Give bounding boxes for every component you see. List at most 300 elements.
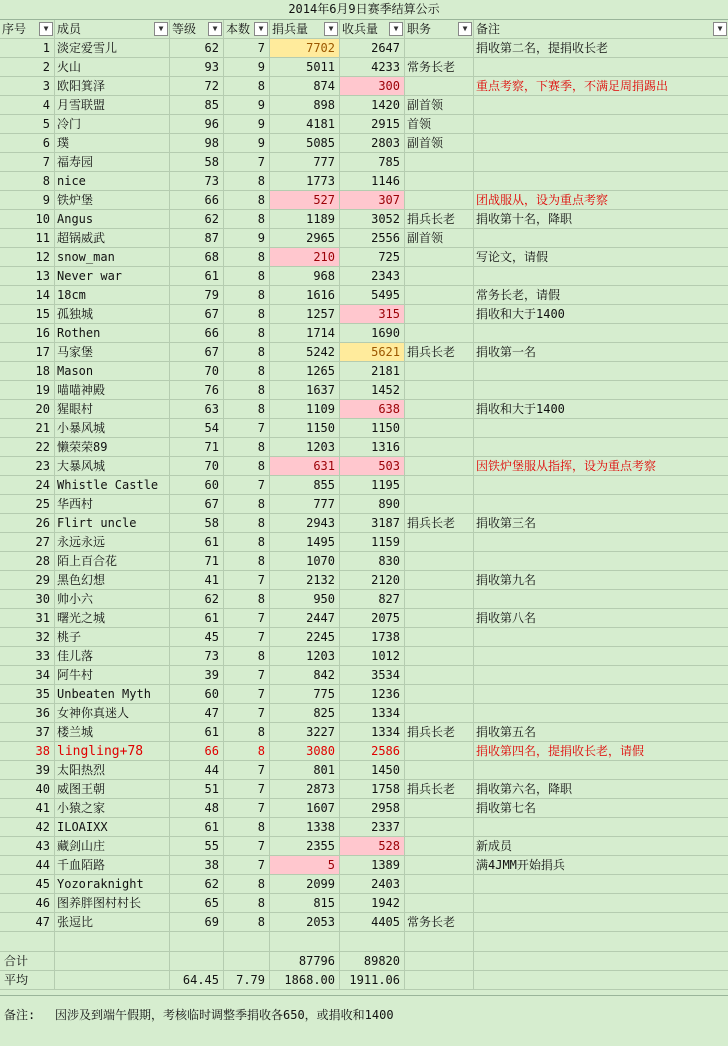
cell-seq[interactable]: 38 <box>0 742 55 760</box>
cell-receive[interactable]: 2915 <box>340 115 405 133</box>
cell-note[interactable] <box>474 913 728 931</box>
cell-level[interactable]: 68 <box>170 248 224 266</box>
cell-receive[interactable]: 1146 <box>340 172 405 190</box>
cell-level[interactable]: 79 <box>170 286 224 304</box>
cell-level[interactable]: 72 <box>170 77 224 95</box>
cell-role[interactable] <box>405 381 474 399</box>
filter-dropdown-icon[interactable]: ▼ <box>254 22 268 36</box>
cell-donate[interactable]: 825 <box>270 704 340 722</box>
cell-name[interactable]: 太阳热烈 <box>55 761 170 779</box>
cell-note[interactable] <box>474 685 728 703</box>
cell-name[interactable]: 月雪联盟 <box>55 96 170 114</box>
cell-donate[interactable]: 2132 <box>270 571 340 589</box>
cell-role[interactable] <box>405 77 474 95</box>
cell-name[interactable]: 永远永远 <box>55 533 170 551</box>
cell-receive[interactable]: 830 <box>340 552 405 570</box>
cell-copies[interactable]: 8 <box>224 723 270 741</box>
cell-name[interactable]: 小暴风城 <box>55 419 170 437</box>
cell-seq[interactable]: 43 <box>0 837 55 855</box>
cell-level[interactable]: 62 <box>170 590 224 608</box>
cell-name[interactable]: Flirt uncle <box>55 514 170 532</box>
cell-note[interactable]: 常务长老，请假 <box>476 288 561 302</box>
avg-donate[interactable]: 1868.00 <box>270 971 340 989</box>
cell-level[interactable]: 85 <box>170 96 224 114</box>
cell-role[interactable]: 捐兵长老 <box>405 514 474 532</box>
cell-seq[interactable]: 19 <box>0 381 55 399</box>
cell-receive[interactable]: 1758 <box>340 780 405 798</box>
cell-name[interactable]: 图养胖图村村长 <box>55 894 170 912</box>
cell-donate[interactable]: 1714 <box>270 324 340 342</box>
cell-level[interactable]: 73 <box>170 647 224 665</box>
cell-name[interactable]: 淡定爱雪儿 <box>55 39 170 57</box>
cell-donate[interactable]: 1070 <box>270 552 340 570</box>
cell-copies[interactable]: 7 <box>224 799 270 817</box>
cell-receive[interactable]: 3052 <box>340 210 405 228</box>
cell-role[interactable] <box>405 305 474 323</box>
cell-receive[interactable]: 1012 <box>340 647 405 665</box>
cell-level[interactable]: 61 <box>170 533 224 551</box>
cell-donate[interactable]: 2943 <box>270 514 340 532</box>
cell-receive[interactable]: 890 <box>340 495 405 513</box>
cell-level[interactable]: 66 <box>170 742 224 760</box>
cell-seq[interactable]: 12 <box>0 248 55 266</box>
cell-level[interactable]: 98 <box>170 134 224 152</box>
cell-role[interactable] <box>405 609 474 627</box>
cell-copies[interactable]: 7 <box>224 609 270 627</box>
cell-level[interactable]: 71 <box>170 438 224 456</box>
cell-name[interactable]: 佳儿落 <box>55 647 170 665</box>
cell-role[interactable] <box>405 533 474 551</box>
cell-seq[interactable]: 13 <box>0 267 55 285</box>
cell-name[interactable]: 千血陌路 <box>55 856 170 874</box>
cell-level[interactable]: 67 <box>170 305 224 323</box>
cell-receive[interactable]: 2803 <box>340 134 405 152</box>
cell-receive[interactable]: 1159 <box>340 533 405 551</box>
filter-dropdown-icon[interactable]: ▼ <box>154 22 168 36</box>
cell-note[interactable] <box>474 704 728 722</box>
cell-role[interactable] <box>405 286 474 304</box>
cell-name[interactable]: lingling+78 <box>55 742 170 760</box>
cell-role[interactable] <box>405 172 474 190</box>
cell-copies[interactable]: 8 <box>224 818 270 836</box>
cell-seq[interactable]: 20 <box>0 400 55 418</box>
cell-role[interactable]: 捐兵长老 <box>405 210 474 228</box>
cell-role[interactable] <box>405 153 474 171</box>
cell-donate[interactable]: 3080 <box>270 742 340 760</box>
cell-note[interactable]: 满4JMM开始捐兵 <box>476 858 565 872</box>
cell-note[interactable] <box>474 115 728 133</box>
cell-role[interactable] <box>405 704 474 722</box>
cell-name[interactable]: 黑色幻想 <box>55 571 170 589</box>
cell-level[interactable]: 58 <box>170 153 224 171</box>
cell-name[interactable]: 女神你真迷人 <box>55 704 170 722</box>
cell-note[interactable]: 捐收第二名，提捐收长老 <box>476 41 609 55</box>
cell-seq[interactable]: 44 <box>0 856 55 874</box>
cell-copies[interactable]: 7 <box>224 837 270 855</box>
filter-dropdown-icon[interactable]: ▼ <box>324 22 338 36</box>
cell-donate[interactable]: 874 <box>270 77 340 95</box>
cell-name[interactable]: 欧阳箕泽 <box>55 77 170 95</box>
cell-donate[interactable]: 2099 <box>270 875 340 893</box>
cell-seq[interactable]: 8 <box>0 172 55 190</box>
cell-note[interactable] <box>474 438 728 456</box>
cell-receive[interactable]: 2958 <box>340 799 405 817</box>
cell-note[interactable] <box>474 324 728 342</box>
cell-name[interactable]: 曙光之城 <box>55 609 170 627</box>
cell-donate[interactable]: 1257 <box>270 305 340 323</box>
cell-level[interactable]: 76 <box>170 381 224 399</box>
cell-copies[interactable]: 8 <box>224 210 270 228</box>
cell-level[interactable]: 62 <box>170 875 224 893</box>
cell-seq[interactable]: 18 <box>0 362 55 380</box>
filter-dropdown-icon[interactable]: ▼ <box>389 22 403 36</box>
cell-copies[interactable]: 8 <box>224 552 270 570</box>
cell-level[interactable]: 93 <box>170 58 224 76</box>
cell-receive[interactable]: 1450 <box>340 761 405 779</box>
cell-donate[interactable]: 950 <box>270 590 340 608</box>
cell-receive[interactable]: 2586 <box>340 742 405 760</box>
cell-donate[interactable]: 1189 <box>270 210 340 228</box>
cell-receive[interactable]: 2647 <box>340 39 405 57</box>
cell-donate[interactable]: 1607 <box>270 799 340 817</box>
cell-note[interactable]: 捐收第一名 <box>476 345 537 359</box>
cell-level[interactable]: 44 <box>170 761 224 779</box>
cell-level[interactable]: 73 <box>170 172 224 190</box>
cell-role[interactable] <box>405 761 474 779</box>
cell-donate[interactable]: 1109 <box>270 400 340 418</box>
cell-name[interactable]: Angus <box>55 210 170 228</box>
cell-role[interactable] <box>405 248 474 266</box>
cell-role[interactable]: 副首领 <box>405 229 474 247</box>
cell-role[interactable] <box>405 457 474 475</box>
cell-note[interactable] <box>474 495 728 513</box>
cell-donate[interactable]: 5011 <box>270 58 340 76</box>
cell-role[interactable]: 副首领 <box>405 96 474 114</box>
cell-receive[interactable]: 2403 <box>340 875 405 893</box>
cell-seq[interactable]: 2 <box>0 58 55 76</box>
cell-role[interactable]: 首领 <box>405 115 474 133</box>
cell-donate[interactable]: 1203 <box>270 438 340 456</box>
cell-role[interactable] <box>405 818 474 836</box>
cell-receive[interactable]: 1236 <box>340 685 405 703</box>
cell-level[interactable]: 63 <box>170 400 224 418</box>
cell-note[interactable] <box>474 666 728 684</box>
cell-role[interactable] <box>405 362 474 380</box>
cell-level[interactable]: 41 <box>170 571 224 589</box>
cell-copies[interactable]: 7 <box>224 39 270 57</box>
cell-copies[interactable]: 8 <box>224 362 270 380</box>
cell-donate[interactable]: 1773 <box>270 172 340 190</box>
cell-donate[interactable]: 2965 <box>270 229 340 247</box>
cell-name[interactable]: 马家堡 <box>55 343 170 361</box>
cell-donate[interactable]: 775 <box>270 685 340 703</box>
avg-copies[interactable]: 7.79 <box>224 971 270 989</box>
cell-role[interactable]: 常务长老 <box>405 58 474 76</box>
cell-seq[interactable]: 31 <box>0 609 55 627</box>
cell-level[interactable]: 61 <box>170 723 224 741</box>
cell-seq[interactable]: 36 <box>0 704 55 722</box>
cell-donate[interactable]: 1338 <box>270 818 340 836</box>
cell-copies[interactable]: 9 <box>224 96 270 114</box>
avg-level[interactable]: 64.45 <box>170 971 224 989</box>
cell-note[interactable]: 写论文，请假 <box>476 250 549 264</box>
cell-seq[interactable]: 45 <box>0 875 55 893</box>
cell-level[interactable]: 54 <box>170 419 224 437</box>
cell-receive[interactable]: 5621 <box>340 343 405 361</box>
header-seq[interactable]: 序号 ▼ <box>0 20 55 38</box>
cell-copies[interactable]: 8 <box>224 913 270 931</box>
cell-copies[interactable]: 7 <box>224 153 270 171</box>
cell-seq[interactable]: 3 <box>0 77 55 95</box>
cell-note[interactable] <box>474 476 728 494</box>
cell-receive[interactable]: 315 <box>340 305 405 323</box>
cell-seq[interactable]: 7 <box>0 153 55 171</box>
cell-receive[interactable]: 1942 <box>340 894 405 912</box>
cell-copies[interactable]: 8 <box>224 172 270 190</box>
cell-seq[interactable]: 47 <box>0 913 55 931</box>
cell-copies[interactable]: 9 <box>224 58 270 76</box>
cell-receive[interactable]: 3534 <box>340 666 405 684</box>
cell-receive[interactable]: 1195 <box>340 476 405 494</box>
cell-seq[interactable]: 35 <box>0 685 55 703</box>
cell-role[interactable] <box>405 495 474 513</box>
cell-level[interactable]: 61 <box>170 267 224 285</box>
cell-copies[interactable]: 8 <box>224 647 270 665</box>
cell-seq[interactable]: 24 <box>0 476 55 494</box>
cell-seq[interactable]: 37 <box>0 723 55 741</box>
cell-receive[interactable]: 2181 <box>340 362 405 380</box>
cell-copies[interactable]: 7 <box>224 571 270 589</box>
cell-receive[interactable]: 725 <box>340 248 405 266</box>
cell-role[interactable] <box>405 267 474 285</box>
cell-seq[interactable]: 6 <box>0 134 55 152</box>
cell-receive[interactable]: 1334 <box>340 723 405 741</box>
cell-copies[interactable]: 8 <box>224 742 270 760</box>
cell-donate[interactable]: 2053 <box>270 913 340 931</box>
cell-receive[interactable]: 4233 <box>340 58 405 76</box>
cell-seq[interactable]: 11 <box>0 229 55 247</box>
cell-donate[interactable]: 1203 <box>270 647 340 665</box>
cell-name[interactable]: 超锅威武 <box>55 229 170 247</box>
cell-role[interactable]: 捐兵长老 <box>405 343 474 361</box>
cell-donate[interactable]: 1150 <box>270 419 340 437</box>
cell-name[interactable]: Whistle Castle <box>55 476 170 494</box>
cell-note[interactable] <box>474 628 728 646</box>
cell-copies[interactable]: 8 <box>224 894 270 912</box>
cell-copies[interactable]: 8 <box>224 324 270 342</box>
cell-level[interactable]: 61 <box>170 609 224 627</box>
cell-seq[interactable]: 29 <box>0 571 55 589</box>
cell-seq[interactable]: 25 <box>0 495 55 513</box>
cell-donate[interactable]: 5 <box>270 856 340 874</box>
cell-role[interactable] <box>405 324 474 342</box>
cell-name[interactable]: 18cm <box>55 286 170 304</box>
cell-seq[interactable]: 1 <box>0 39 55 57</box>
cell-donate[interactable]: 1637 <box>270 381 340 399</box>
cell-copies[interactable]: 8 <box>224 191 270 209</box>
cell-role[interactable] <box>405 799 474 817</box>
filter-dropdown-icon[interactable]: ▼ <box>458 22 472 36</box>
cell-receive[interactable]: 503 <box>340 457 405 475</box>
cell-donate[interactable]: 1616 <box>270 286 340 304</box>
cell-seq[interactable]: 23 <box>0 457 55 475</box>
cell-note[interactable]: 新成员 <box>476 839 513 853</box>
cell-name[interactable]: 小猿之家 <box>55 799 170 817</box>
cell-donate[interactable]: 1265 <box>270 362 340 380</box>
cell-donate[interactable]: 2355 <box>270 837 340 855</box>
cell-receive[interactable]: 2556 <box>340 229 405 247</box>
cell-note[interactable]: 捐收第九名 <box>476 573 537 587</box>
cell-note[interactable] <box>474 58 728 76</box>
cell-receive[interactable]: 2120 <box>340 571 405 589</box>
cell-note[interactable]: 捐收第六名，降职 <box>476 782 573 796</box>
cell-name[interactable]: 福寿园 <box>55 153 170 171</box>
cell-receive[interactable]: 785 <box>340 153 405 171</box>
cell-level[interactable]: 62 <box>170 39 224 57</box>
cell-receive[interactable]: 3187 <box>340 514 405 532</box>
cell-seq[interactable]: 9 <box>0 191 55 209</box>
cell-level[interactable]: 69 <box>170 913 224 931</box>
cell-role[interactable] <box>405 39 474 57</box>
cell-role[interactable]: 捐兵长老 <box>405 723 474 741</box>
cell-copies[interactable]: 8 <box>224 875 270 893</box>
cell-receive[interactable]: 827 <box>340 590 405 608</box>
cell-copies[interactable]: 7 <box>224 704 270 722</box>
cell-donate[interactable]: 5085 <box>270 134 340 152</box>
cell-level[interactable]: 47 <box>170 704 224 722</box>
cell-role[interactable] <box>405 571 474 589</box>
cell-level[interactable]: 61 <box>170 818 224 836</box>
cell-copies[interactable]: 8 <box>224 343 270 361</box>
cell-name[interactable]: 藏剑山庄 <box>55 837 170 855</box>
cell-note[interactable] <box>474 552 728 570</box>
cell-name[interactable]: 帅小六 <box>55 590 170 608</box>
cell-name[interactable]: 陌上百合花 <box>55 552 170 570</box>
cell-donate[interactable]: 777 <box>270 153 340 171</box>
cell-copies[interactable]: 7 <box>224 856 270 874</box>
header-donate[interactable]: 捐兵量 ▼ <box>270 20 340 38</box>
cell-copies[interactable]: 8 <box>224 590 270 608</box>
cell-level[interactable]: 48 <box>170 799 224 817</box>
totals-receive[interactable]: 89820 <box>340 952 405 970</box>
cell-level[interactable]: 70 <box>170 457 224 475</box>
cell-seq[interactable]: 21 <box>0 419 55 437</box>
cell-level[interactable]: 96 <box>170 115 224 133</box>
cell-name[interactable]: 华西村 <box>55 495 170 513</box>
cell-note[interactable] <box>474 533 728 551</box>
cell-donate[interactable]: 1495 <box>270 533 340 551</box>
cell-donate[interactable]: 5242 <box>270 343 340 361</box>
cell-note[interactable]: 捐收第十名，降职 <box>476 212 573 226</box>
cell-name[interactable]: snow_man <box>55 248 170 266</box>
cell-level[interactable]: 39 <box>170 666 224 684</box>
cell-seq[interactable]: 40 <box>0 780 55 798</box>
cell-seq[interactable]: 5 <box>0 115 55 133</box>
cell-name[interactable]: 威图王朝 <box>55 780 170 798</box>
cell-seq[interactable]: 22 <box>0 438 55 456</box>
cell-level[interactable]: 66 <box>170 191 224 209</box>
header-note[interactable]: 备注 ▼ <box>474 20 728 38</box>
cell-copies[interactable]: 8 <box>224 286 270 304</box>
cell-name[interactable]: 桃子 <box>55 628 170 646</box>
cell-seq[interactable]: 39 <box>0 761 55 779</box>
cell-name[interactable]: 大暴风城 <box>55 457 170 475</box>
cell-copies[interactable]: 9 <box>224 115 270 133</box>
cell-role[interactable] <box>405 419 474 437</box>
cell-level[interactable]: 60 <box>170 476 224 494</box>
cell-seq[interactable]: 27 <box>0 533 55 551</box>
cell-role[interactable]: 常务长老 <box>405 913 474 931</box>
cell-note[interactable]: 团战服从，设为重点考察 <box>476 193 609 207</box>
cell-note[interactable] <box>474 362 728 380</box>
cell-note[interactable] <box>474 419 728 437</box>
cell-seq[interactable]: 14 <box>0 286 55 304</box>
cell-copies[interactable]: 7 <box>224 780 270 798</box>
cell-seq[interactable]: 15 <box>0 305 55 323</box>
cell-donate[interactable]: 2447 <box>270 609 340 627</box>
cell-copies[interactable]: 7 <box>224 685 270 703</box>
cell-donate[interactable]: 777 <box>270 495 340 513</box>
cell-donate[interactable]: 2873 <box>270 780 340 798</box>
cell-receive[interactable]: 2337 <box>340 818 405 836</box>
cell-receive[interactable]: 300 <box>340 77 405 95</box>
cell-copies[interactable]: 8 <box>224 514 270 532</box>
cell-name[interactable]: Never war <box>55 267 170 285</box>
cell-note[interactable] <box>474 761 728 779</box>
cell-note[interactable]: 重点考察，下赛季，不满足周捐踢出 <box>476 79 669 93</box>
cell-role[interactable] <box>405 894 474 912</box>
cell-level[interactable]: 71 <box>170 552 224 570</box>
cell-role[interactable]: 副首领 <box>405 134 474 152</box>
cell-name[interactable]: 孤独城 <box>55 305 170 323</box>
cell-name[interactable]: 楼兰城 <box>55 723 170 741</box>
cell-level[interactable]: 60 <box>170 685 224 703</box>
cell-donate[interactable]: 3227 <box>270 723 340 741</box>
cell-name[interactable]: 喵喵神殿 <box>55 381 170 399</box>
header-receive[interactable]: 收兵量 ▼ <box>340 20 405 38</box>
cell-seq[interactable]: 42 <box>0 818 55 836</box>
cell-note[interactable] <box>474 134 728 152</box>
cell-level[interactable]: 87 <box>170 229 224 247</box>
cell-name[interactable]: 铁炉堡 <box>55 191 170 209</box>
cell-note[interactable] <box>474 818 728 836</box>
cell-receive[interactable]: 1316 <box>340 438 405 456</box>
cell-note[interactable]: 捐收第四名，提捐收长老，请假 <box>476 744 645 758</box>
filter-dropdown-icon[interactable]: ▼ <box>208 22 222 36</box>
cell-name[interactable]: 璞 <box>55 134 170 152</box>
cell-note[interactable] <box>474 96 728 114</box>
cell-receive[interactable]: 528 <box>340 837 405 855</box>
cell-donate[interactable]: 210 <box>270 248 340 266</box>
cell-copies[interactable]: 7 <box>224 761 270 779</box>
cell-role[interactable] <box>405 685 474 703</box>
cell-seq[interactable]: 33 <box>0 647 55 665</box>
cell-role[interactable] <box>405 590 474 608</box>
cell-receive[interactable]: 2343 <box>340 267 405 285</box>
cell-donate[interactable]: 968 <box>270 267 340 285</box>
cell-copies[interactable]: 8 <box>224 438 270 456</box>
cell-copies[interactable]: 9 <box>224 229 270 247</box>
cell-note[interactable]: 捐收第五名 <box>476 725 537 739</box>
cell-note[interactable] <box>474 647 728 665</box>
cell-receive[interactable]: 1420 <box>340 96 405 114</box>
cell-receive[interactable]: 4405 <box>340 913 405 931</box>
cell-name[interactable]: 猩眼村 <box>55 400 170 418</box>
cell-copies[interactable]: 8 <box>224 495 270 513</box>
cell-donate[interactable]: 855 <box>270 476 340 494</box>
cell-receive[interactable]: 1334 <box>340 704 405 722</box>
cell-note[interactable]: 因铁炉堡服从指挥，设为重点考察 <box>476 459 657 473</box>
